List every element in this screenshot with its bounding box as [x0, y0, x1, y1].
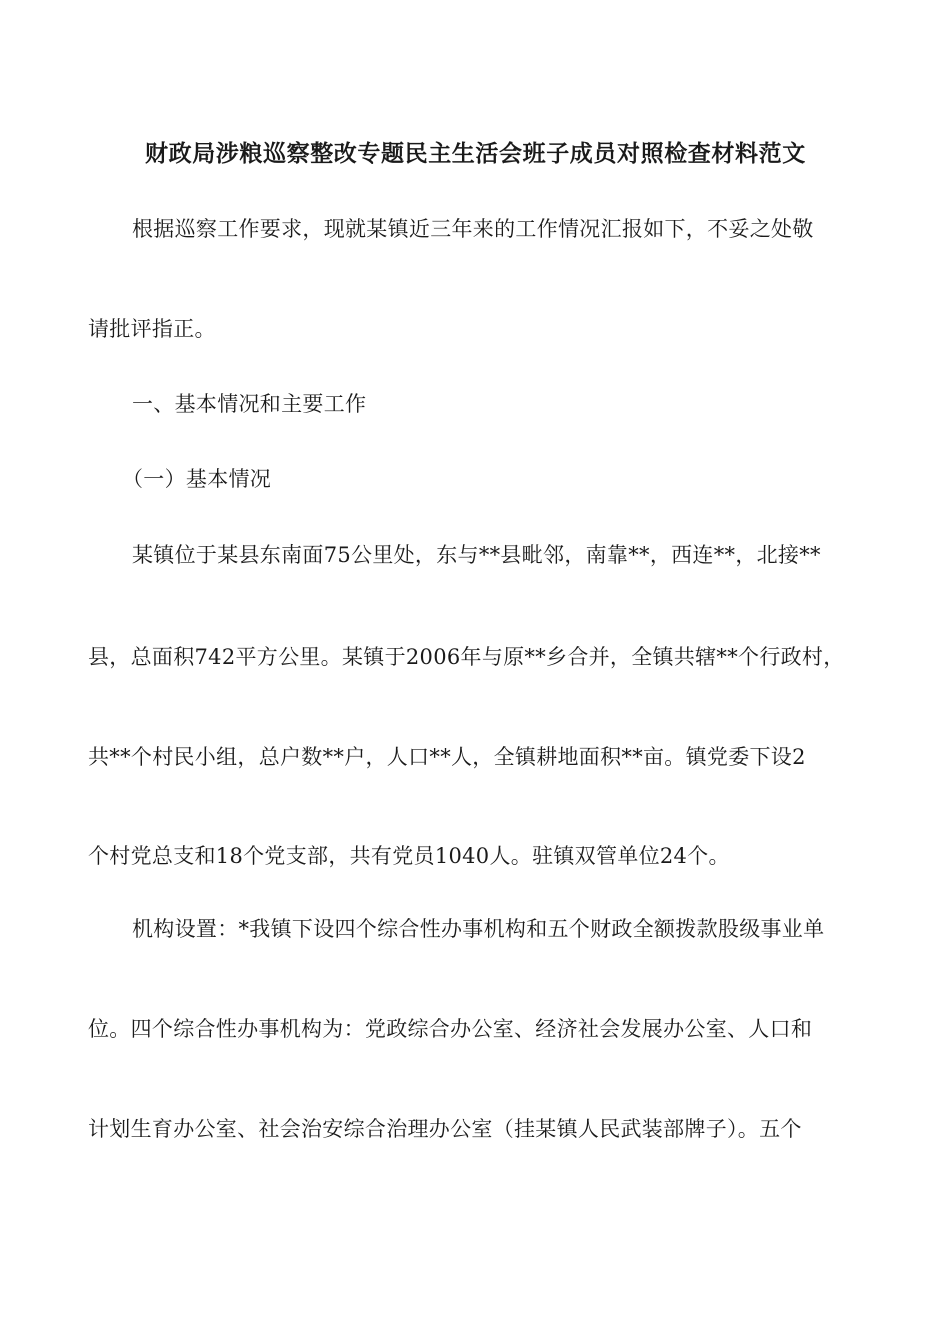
paragraph-line-1: 根据巡察工作要求，现就某镇近三年来的工作情况汇报如下，不妥之处敬 — [132, 217, 814, 241]
paragraph-line-6: 个村党总支和18个党支部，共有党员1040人。驻镇双管单位24个。 — [88, 844, 730, 868]
paragraph-line-9: 计划生育办公室、社会治安综合治理办公室（挂某镇人民武装部牌子）。五个 — [88, 1117, 802, 1141]
document-title: 财政局涉粮巡察整改专题民主生活会班子成员对照检查材料范文 — [145, 140, 806, 167]
paragraph-line-2: 请批评指正。 — [88, 317, 216, 341]
section-heading: 一、基本情况和主要工作 — [132, 392, 367, 416]
paragraph-line-7: 机构设置：*我镇下设四个综合性办事机构和五个财政全额拨款股级事业单 — [132, 917, 825, 941]
subsection-heading: （一）基本情况 — [122, 467, 272, 491]
paragraph-line-5: 共**个村民小组，总户数**户，人口**人，全镇耕地面积**亩。镇党委下设2 — [88, 745, 806, 769]
paragraph-line-8: 位。四个综合性办事机构为：党政综合办公室、经济社会发展办公室、人口和 — [88, 1017, 813, 1041]
paragraph-line-3: 某镇位于某县东南面75公里处，东与**县毗邻，南靠**，西连**，北接** — [132, 543, 821, 567]
paragraph-line-4: 县，总面积742平方公里。某镇于2006年与原**乡合并，全镇共辖**个行政村， — [88, 645, 845, 669]
